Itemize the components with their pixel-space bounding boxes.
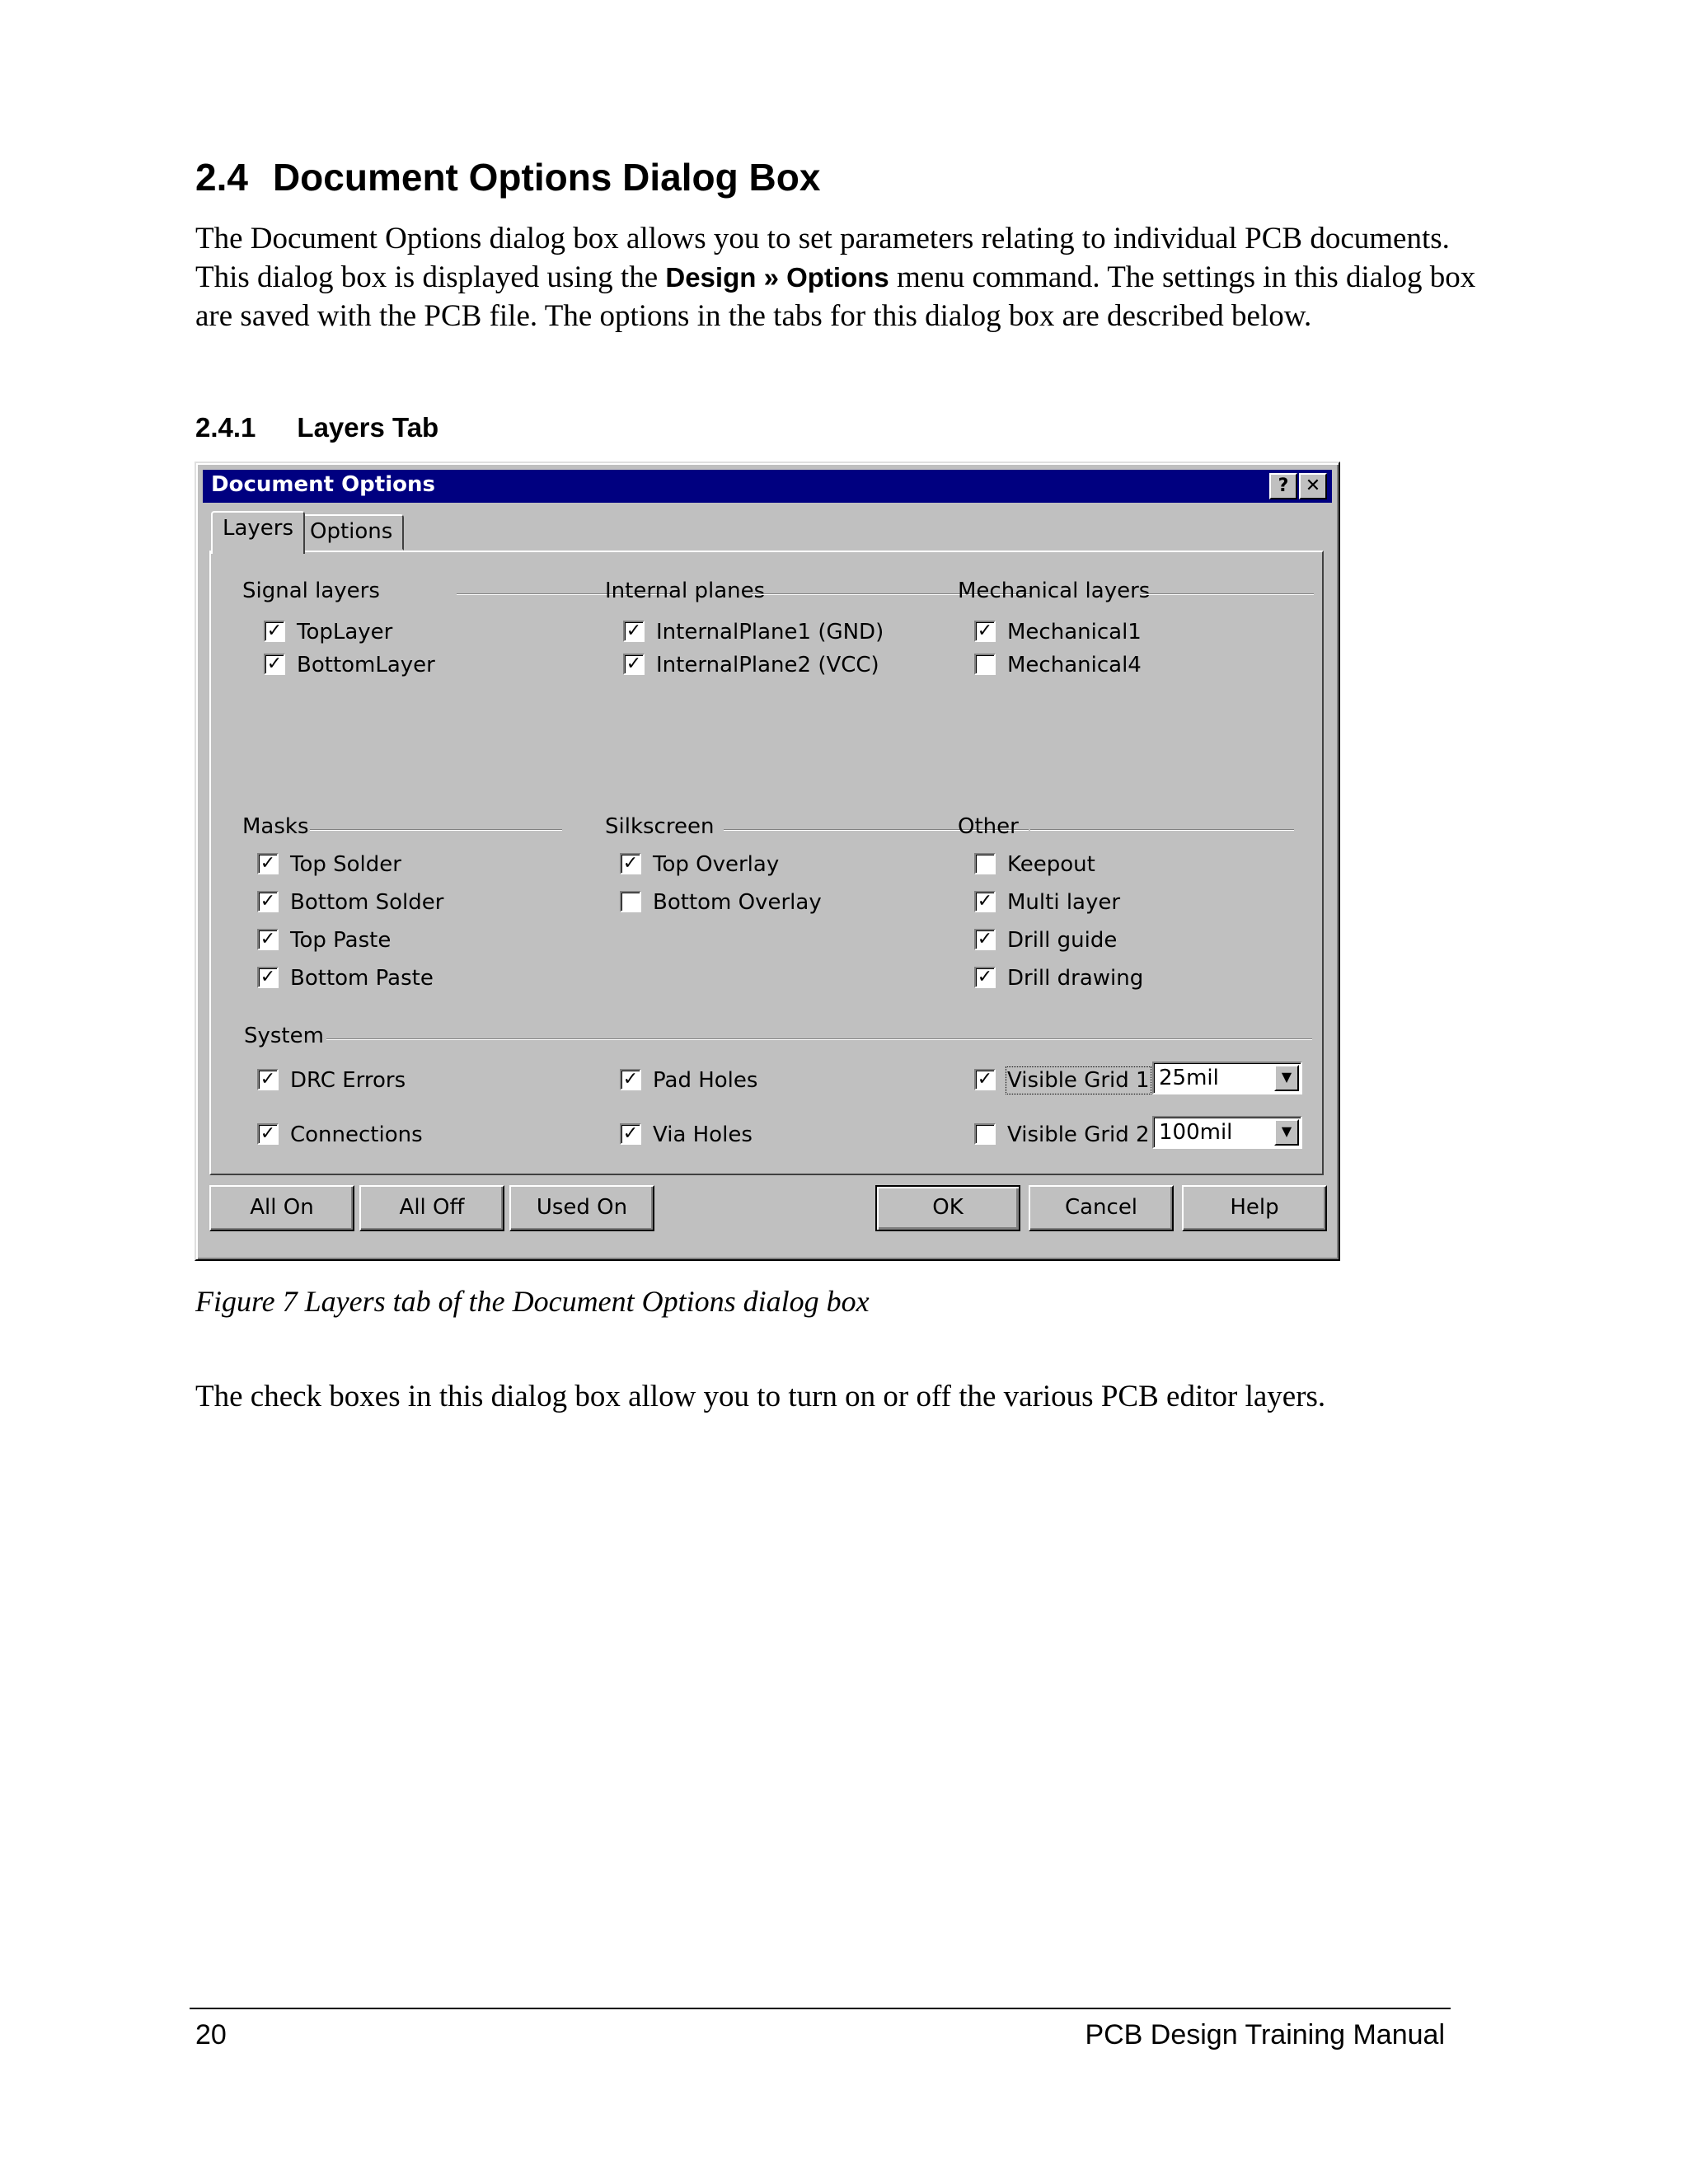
select-value: 25mil xyxy=(1159,1066,1219,1090)
checkbox-drc-errors[interactable] xyxy=(257,1068,406,1093)
checkbox-label: Visible Grid 2 xyxy=(1007,1122,1150,1147)
checkbox-bottom-solder[interactable] xyxy=(257,890,443,915)
checkbox-box[interactable]: ✓ xyxy=(974,1069,996,1090)
checkbox-box[interactable]: ✓ xyxy=(974,967,996,988)
checkbox-visible-grid2[interactable] xyxy=(974,1122,1150,1147)
group-divider xyxy=(326,1038,1312,1040)
checkbox-box[interactable]: ✓ xyxy=(623,654,645,675)
close-icon[interactable]: ✕ xyxy=(1299,473,1327,499)
checkbox-label: InternalPlane1 (GND) xyxy=(656,620,884,644)
dropdown-arrow-icon[interactable]: ▼ xyxy=(1274,1119,1299,1146)
checkbox-mechanical1[interactable] xyxy=(974,620,1142,644)
checkbox-box[interactable]: ✓ xyxy=(620,1069,641,1090)
checkbox-via-holes[interactable] xyxy=(620,1122,753,1147)
checkbox-internal-plane2[interactable] xyxy=(623,653,879,677)
checkbox-label: Bottom Overlay xyxy=(653,890,822,915)
checkbox-label: BottomLayer xyxy=(297,653,435,677)
checkbox-box[interactable]: ✓ xyxy=(257,1069,279,1090)
dropdown-arrow-icon[interactable]: ▼ xyxy=(1274,1065,1299,1091)
checkbox-label: Bottom Solder xyxy=(290,890,444,915)
checkbox-box[interactable]: ✓ xyxy=(623,621,645,642)
intro-text-1: The Document Options dialog box allows you to set parameters relating to individual PCB documents. This dialog box is displayed using the xyxy=(195,222,1450,294)
checkbox-keepout[interactable] xyxy=(974,852,1095,877)
checkbox-box[interactable]: ✓ xyxy=(620,853,641,874)
checkbox-mechanical4[interactable] xyxy=(974,653,1142,677)
checkbox-box[interactable]: ✓ xyxy=(264,621,285,642)
checkbox-box[interactable]: ✓ xyxy=(257,891,279,912)
checkbox-box[interactable]: ✓ xyxy=(974,929,996,950)
figure-caption: Figure 7 Layers tab of the Document Options dialog box xyxy=(195,1285,870,1318)
checkbox-label: Via Holes xyxy=(653,1122,753,1147)
intro-text-2: menu command. The settings in this dialog box are saved with the PCB file. The options in the tabs for this dialog box are described below. xyxy=(195,260,1476,333)
subsection-title: Layers Tab xyxy=(297,412,439,443)
checkbox-box[interactable]: ✓ xyxy=(257,853,279,874)
checkbox-multi-layer[interactable] xyxy=(974,890,1120,915)
tab-options[interactable]: Options xyxy=(298,514,404,551)
checkbox-label: Multi layer xyxy=(1007,890,1121,915)
cancel-button[interactable]: Cancel xyxy=(1029,1185,1174,1231)
intro-paragraph xyxy=(195,219,1481,335)
checkbox-box[interactable]: ✓ xyxy=(257,929,279,950)
section-heading xyxy=(195,155,820,199)
checkbox-bottom-layer[interactable] xyxy=(264,653,435,677)
checkbox-box[interactable]: ✓ xyxy=(974,621,996,642)
checkbox-visible-grid1[interactable] xyxy=(974,1068,1150,1093)
group-mechanical-layers: Mechanical layers xyxy=(958,579,1151,603)
footer-divider xyxy=(190,2008,1451,2009)
group-internal-planes: Internal planes xyxy=(605,579,766,603)
group-signal-layers: Signal layers xyxy=(242,579,380,603)
checkbox-box[interactable] xyxy=(974,853,996,874)
checkbox-bottom-paste[interactable] xyxy=(257,966,434,991)
checkbox-box[interactable]: ✓ xyxy=(974,891,996,912)
section-number: 2.4 xyxy=(195,156,248,199)
checkbox-label: Keepout xyxy=(1007,852,1095,877)
checkbox-label: Drill guide xyxy=(1007,928,1118,953)
checkbox-box[interactable] xyxy=(974,1123,996,1145)
section-title: Document Options Dialog Box xyxy=(272,156,821,199)
all-on-button[interactable]: All On xyxy=(209,1185,354,1231)
help-button[interactable]: Help xyxy=(1182,1185,1327,1231)
checkbox-label: InternalPlane2 (VCC) xyxy=(656,653,879,677)
checkbox-drill-drawing[interactable] xyxy=(974,966,1143,991)
dialog-titlebar[interactable] xyxy=(203,470,1332,503)
checkbox-label: Pad Holes xyxy=(653,1068,758,1093)
checkbox-box[interactable] xyxy=(974,654,996,675)
all-off-button[interactable]: All Off xyxy=(359,1185,504,1231)
help-question-icon[interactable]: ? xyxy=(1269,473,1297,499)
visible-grid2-select[interactable] xyxy=(1152,1116,1302,1149)
checkbox-label: Top Paste xyxy=(290,928,392,953)
checkbox-box[interactable] xyxy=(620,891,641,912)
checkbox-internal-plane1[interactable] xyxy=(623,620,884,644)
checkbox-label: Drill drawing xyxy=(1007,966,1144,991)
group-masks: Masks xyxy=(242,814,309,839)
group-system: System xyxy=(244,1024,324,1048)
dialog-title: Document Options xyxy=(211,472,435,497)
ok-button[interactable]: OK xyxy=(875,1185,1020,1231)
checkbox-label: TopLayer xyxy=(297,620,393,644)
select-value: 100mil xyxy=(1159,1120,1233,1145)
subsection-heading xyxy=(195,412,438,443)
checkbox-box[interactable]: ✓ xyxy=(257,1123,279,1145)
document-options-dialog xyxy=(195,462,1340,1261)
visible-grid1-select[interactable] xyxy=(1152,1062,1302,1094)
checkbox-box[interactable]: ✓ xyxy=(264,654,285,675)
menu-command: Design » Options xyxy=(665,262,889,293)
page-number: 20 xyxy=(195,2019,227,2050)
checkbox-label: Mechanical4 xyxy=(1007,653,1142,677)
checkbox-top-overlay[interactable] xyxy=(620,852,779,877)
checkbox-label: Bottom Paste xyxy=(290,966,434,991)
checkbox-bottom-overlay[interactable] xyxy=(620,890,822,915)
checkbox-top-solder[interactable] xyxy=(257,852,401,877)
group-divider xyxy=(1030,829,1294,831)
checkbox-label: Connections xyxy=(290,1122,423,1147)
checkbox-label: DRC Errors xyxy=(290,1068,406,1093)
checkbox-box[interactable]: ✓ xyxy=(257,967,279,988)
checkbox-label: Mechanical1 xyxy=(1007,620,1142,644)
footer-title: PCB Design Training Manual xyxy=(1085,2019,1445,2050)
checkbox-label: Top Overlay xyxy=(653,852,780,877)
group-divider xyxy=(1141,593,1314,595)
checkbox-box[interactable]: ✓ xyxy=(620,1123,641,1145)
group-divider xyxy=(310,829,562,831)
checkbox-label: Top Solder xyxy=(290,852,401,877)
checkbox-label: Visible Grid 1 xyxy=(1007,1068,1150,1093)
group-silkscreen: Silkscreen xyxy=(605,814,715,839)
subsection-number: 2.4.1 xyxy=(195,412,256,443)
checkbox-drill-guide[interactable] xyxy=(974,928,1117,953)
checkbox-top-paste[interactable] xyxy=(257,928,391,953)
used-on-button[interactable]: Used On xyxy=(509,1185,654,1231)
body-paragraph: The check boxes in this dialog box allow you to turn on or off the various PCB editor layers. xyxy=(195,1380,1326,1413)
group-other: Other xyxy=(958,814,1019,839)
tab-layers[interactable]: Layers xyxy=(211,511,305,554)
checkbox-pad-holes[interactable] xyxy=(620,1068,757,1093)
checkbox-connections[interactable] xyxy=(257,1122,423,1147)
checkbox-top-layer[interactable] xyxy=(264,620,392,644)
